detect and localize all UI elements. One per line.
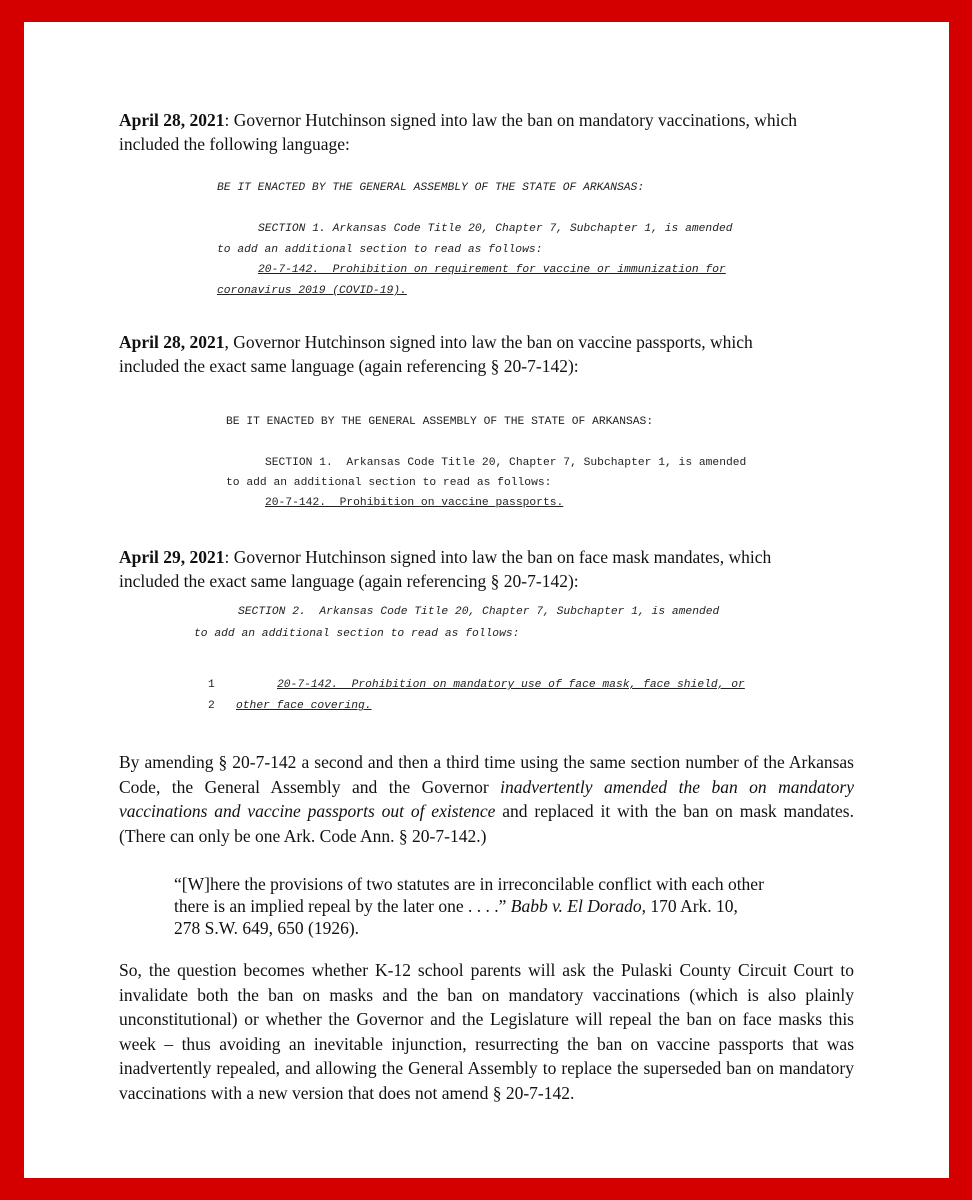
paragraph-line: included the exact same language (again referencing § 20-7-142): [119,356,579,376]
paragraph-text: Governor Hutchinson signed into law the ban on face mask mandates, which [229,547,772,567]
line-number: 1 [208,679,215,691]
statute-section-line: SECTION 2. Arkansas Code Title 20, Chapter 7, Subchapter 1, is amended [238,606,720,618]
quote-line [174,895,814,917]
case-quotation [174,873,814,939]
case-name: Babb v. El Dorado [510,896,642,916]
statute-add-line: to add an additional section to read as follows: [194,628,520,640]
paragraph-vaccine-passports [119,330,854,378]
statute-title-line: 20-7-142. Prohibition on vaccine passports. [265,497,564,509]
paragraph-mandatory-vaccinations [119,108,854,156]
quote-text: , 170 Ark. 10, [641,896,738,916]
paragraph-line: included the exact same language (again referencing § 20-7-142): [119,571,579,591]
paragraph-text: By amending § 20-7-142 a second and then a third time using the same section number of the Arkansas Code, the General Assembly and the Governor [119,752,854,797]
paragraph-line [119,108,854,132]
statute-title-line: 20-7-142. Prohibition on mandatory use of face mask, face shield, or [277,679,745,691]
quote-line: 278 S.W. 649, 650 (1926). [174,918,360,938]
conclusion-paragraph: So, the question becomes whether K-12 school parents will ask the Pulaski County Circuit Court to invalidate both the ban on masks and the ban on mandatory vaccinations (which is also plainly unconstitutional) or whether the Governor and the Legislature will repeal the ban on face masks this week – thus avoiding an inevitable injunction, resurrecting the ban on vaccine passports that was inadvertently repealed, and allowing the General Assembly to replace the superseded ban on mandatory vaccinations with a new version that does not amend § 20-7-142. [119,960,854,1103]
paragraph-line [119,545,854,569]
separator: : [224,110,230,130]
date-label: April 28, 2021 [119,332,225,352]
statute-title-line: coronavirus 2019 (COVID-19). [217,285,407,297]
quote-line: “[W]here the provisions of two statutes are in irreconcilable conflict with each other [174,874,764,894]
analysis-paragraph [119,750,854,848]
emphasized-text: inadvertently amended the ban on mandatory vaccinations and vaccine passports out of existence [119,776,854,821]
line-number: 2 [208,700,215,712]
statute-enacting-clause: BE IT ENACTED BY THE GENERAL ASSEMBLY OF THE STATE OF ARKANSAS: [226,416,654,428]
statute-title-line: 20-7-142. Prohibition on requirement for vaccine or immunization for [258,264,726,276]
document-page [24,22,949,1178]
date-label: April 28, 2021 [119,110,225,130]
paragraph-line [119,330,854,354]
separator: , [224,332,229,352]
paragraph-text: and replaced it with the ban on mask mandates. (There can only be one Ark. Code Ann. § 20-7-142.) [119,801,854,846]
separator: : [224,547,230,567]
statute-section-line: SECTION 1. Arkansas Code Title 20, Chapter 7, Subchapter 1, is amended [265,457,747,469]
statute-add-line: to add an additional section to read as follows: [226,477,552,489]
statute-enacting-clause: BE IT ENACTED BY THE GENERAL ASSEMBLY OF THE STATE OF ARKANSAS: [217,182,645,194]
quote-text: there is an implied repeal by the later one . . . .” [174,896,511,916]
statute-section-line: SECTION 1. Arkansas Code Title 20, Chapter 7, Subchapter 1, is amended [258,223,733,235]
statute-add-line: to add an additional section to read as follows: [217,244,543,256]
paragraph-text: Governor Hutchinson signed into law the ban on vaccine passports, which [228,332,753,352]
date-label: April 29, 2021 [119,547,225,567]
paragraph-face-masks [119,545,854,593]
statute-title-line: other face covering. [236,700,372,712]
paragraph-text: Governor Hutchinson signed into law the ban on mandatory vaccinations, which [229,110,798,130]
paragraph-line: included the following language: [119,134,350,154]
